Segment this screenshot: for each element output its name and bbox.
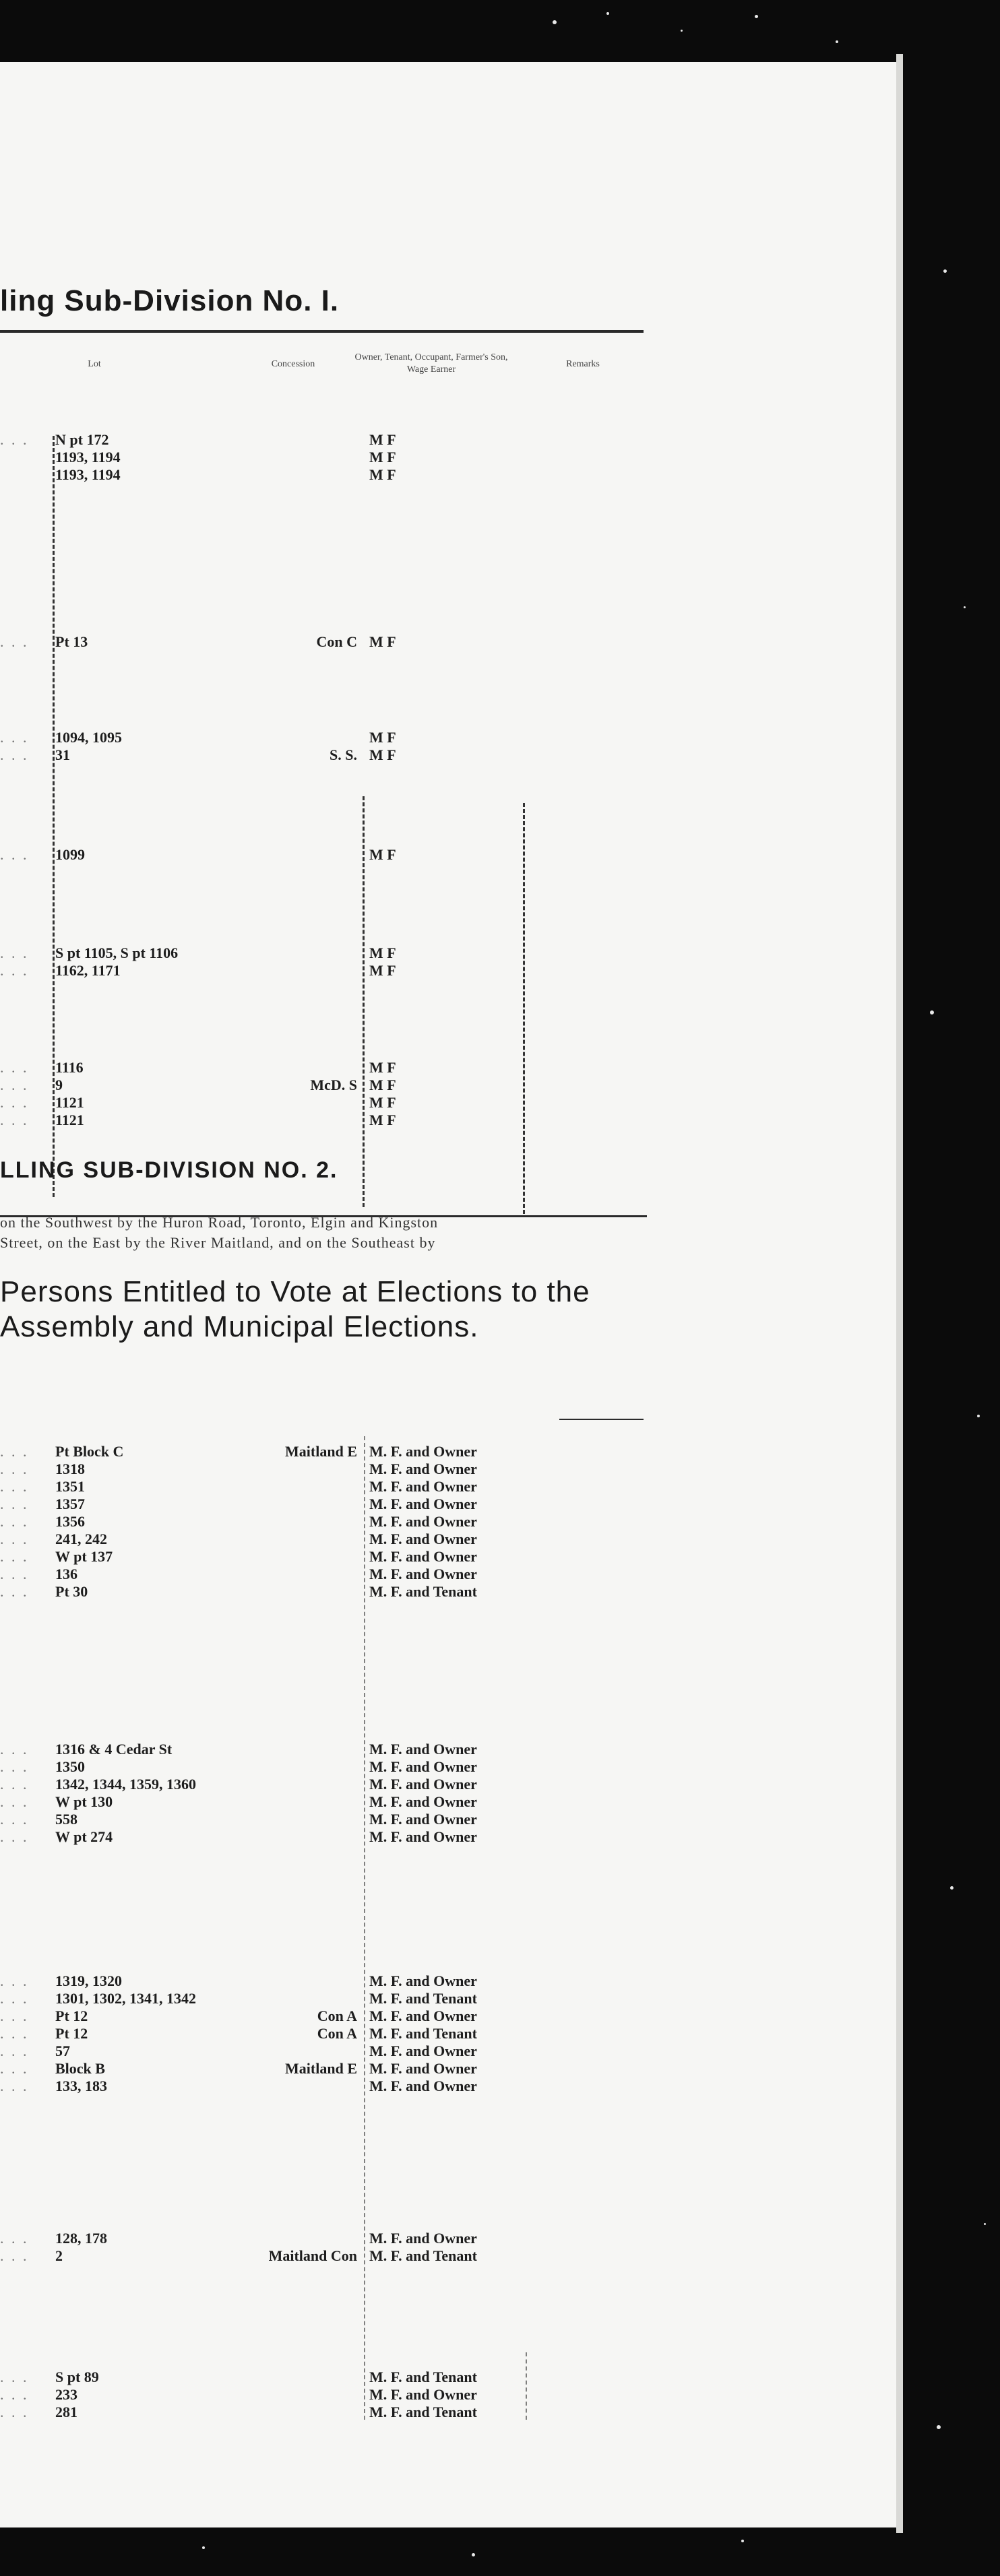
table-row: . . . 1351 M. F. and Owner bbox=[0, 1478, 477, 1495]
lot-cell: 241, 242 bbox=[55, 1531, 107, 1547]
title-rule bbox=[559, 1419, 644, 1420]
lot-cell: W pt 274 bbox=[55, 1828, 113, 1845]
table-row: . . . 1094, 1095 M F bbox=[0, 729, 396, 746]
tenure-cell: M F bbox=[369, 449, 396, 465]
tenure-cell: M. F. and Owner bbox=[369, 1513, 477, 1530]
lot-cell: S pt 1105, S pt 1106 bbox=[55, 944, 179, 961]
tenure-cell: M. F. and Owner bbox=[369, 1566, 477, 1582]
lot-cell: S pt 89 bbox=[55, 2369, 99, 2385]
lot-cell: Pt 13 bbox=[55, 633, 88, 650]
table-row: . . . 1357 M. F. and Owner bbox=[0, 1495, 477, 1512]
heading-rule-1 bbox=[0, 330, 644, 333]
lot-cell: 1099 bbox=[55, 846, 85, 863]
col-header-concession: Concession bbox=[271, 359, 315, 369]
table-row: . . . W pt 137 M. F. and Owner bbox=[0, 1548, 477, 1565]
tenure-cell: M F bbox=[369, 1094, 396, 1111]
tenure-cell: M. F. and Tenant bbox=[369, 2247, 477, 2264]
lot-cell: 1356 bbox=[55, 1513, 85, 1530]
tenure-cell: M F bbox=[369, 431, 396, 448]
concession-cell: Con A bbox=[317, 2025, 357, 2042]
table-row: . . . 233 M. F. and Owner bbox=[0, 2386, 477, 2403]
lot-cell: 9 bbox=[55, 1076, 63, 1093]
lot-cell: W pt 137 bbox=[55, 1548, 113, 1565]
table-row: . . . Pt 12 Con A M. F. and Owner bbox=[0, 2007, 477, 2024]
concession-cell: McD. S bbox=[310, 1076, 357, 1093]
lot-cell: N pt 172 bbox=[55, 431, 109, 448]
tenure-cell: M. F. and Owner bbox=[369, 1811, 477, 1828]
table-row: . . . 241, 242 M. F. and Owner bbox=[0, 1531, 477, 1547]
tenure-cell: M. F. and Owner bbox=[369, 2078, 477, 2094]
tenure-cell: M F bbox=[369, 466, 396, 483]
tenure-cell: M. F. and Owner bbox=[369, 1776, 477, 1793]
table-row: . . . 1099 M F bbox=[0, 846, 396, 863]
table-row: . . . W pt 274 M. F. and Owner bbox=[0, 1828, 477, 1845]
tenure-cell: M F bbox=[369, 1076, 396, 1093]
table-row: . . . 1121 M F bbox=[0, 1112, 396, 1128]
tenure-cell: M F bbox=[369, 1112, 396, 1128]
lot-cell: 281 bbox=[55, 2404, 77, 2420]
division-2-remarks-rule bbox=[526, 2352, 527, 2420]
lot-cell: 1319, 1320 bbox=[55, 1972, 122, 1989]
sub-division-2-heading: LLING SUB-DIVISION NO. 2. bbox=[0, 1157, 338, 1183]
tenure-cell: M. F. and Tenant bbox=[369, 1990, 477, 2007]
tenure-cell: M. F. and Owner bbox=[369, 1828, 477, 1845]
tenure-cell: M. F. and Owner bbox=[369, 2060, 477, 2077]
table-row: . . . 1316 & 4 Cedar St M. F. and Owner bbox=[0, 1741, 477, 1758]
table-row bbox=[0, 466, 644, 485]
table-row: . . . 1301, 1302, 1341, 1342 M. F. and Tenant bbox=[0, 1990, 477, 2007]
table-row: . . . W pt 130 M. F. and Owner bbox=[0, 1793, 477, 1810]
table-row: . . . 1116 M F bbox=[0, 1059, 396, 1076]
tenure-cell: M. F. and Owner bbox=[369, 1531, 477, 1547]
table-row: . . . 1162, 1171 M F bbox=[0, 962, 396, 979]
lot-cell: 57 bbox=[55, 2042, 70, 2059]
document-page bbox=[0, 62, 896, 2527]
table-row bbox=[0, 449, 644, 468]
concession-cell: Maitland E bbox=[285, 2060, 357, 2077]
lot-cell: 1116 bbox=[55, 1059, 84, 1076]
lot-cell: 1316 & 4 Cedar St bbox=[55, 1741, 173, 1758]
lot-cell: 1357 bbox=[55, 1495, 85, 1512]
lot-cell: 1094, 1095 bbox=[55, 729, 122, 746]
lot-cell: 128, 178 bbox=[55, 2230, 107, 2247]
table-row: . . . Pt 13 Con C M F bbox=[0, 633, 396, 650]
lot-cell: 1351 bbox=[55, 1478, 85, 1495]
lot-cell: 2 bbox=[55, 2247, 63, 2264]
table-row: . . . 128, 178 M. F. and Owner bbox=[0, 2230, 477, 2247]
col-header-lot: Lot bbox=[88, 359, 101, 369]
concession-cell: Con A bbox=[317, 2007, 357, 2024]
table-row: . . . N pt 172 M F bbox=[0, 431, 396, 448]
table-row: . . . 1318 M. F. and Owner bbox=[0, 1460, 477, 1477]
table-row: . . . Pt 12 Con A M. F. and Tenant bbox=[0, 2025, 477, 2042]
col-header-tenure: Owner, Tenant, Occupant, Farmer's Son, Wage Earner bbox=[354, 352, 508, 375]
lot-cell: 1193, 1194 bbox=[55, 449, 121, 465]
tenure-cell: M F bbox=[369, 846, 396, 863]
tenure-cell: M. F. and Owner bbox=[369, 2230, 477, 2247]
tenure-cell: M. F. and Owner bbox=[369, 1548, 477, 1565]
voters-list-title bbox=[0, 1275, 590, 1345]
tenure-cell: M. F. and Tenant bbox=[369, 2369, 477, 2385]
tenure-cell: M F bbox=[369, 944, 396, 961]
table-row: . . . 2 Maitland Con M. F. and Tenant bbox=[0, 2247, 477, 2264]
lot-cell: 1162, 1171 bbox=[55, 962, 121, 979]
concession-cell: Maitland Con bbox=[268, 2247, 357, 2264]
table-row: . . . 558 M. F. and Owner bbox=[0, 1811, 477, 1828]
tenure-cell: M. F. and Owner bbox=[369, 2042, 477, 2059]
lot-cell: 233 bbox=[55, 2386, 77, 2403]
table-row: . . . Pt 30 M. F. and Tenant bbox=[0, 1583, 477, 1600]
lot-cell: 558 bbox=[55, 1811, 77, 1828]
lot-cell: Pt 12 bbox=[55, 2025, 88, 2042]
tenure-cell: M F bbox=[369, 962, 396, 979]
lot-cell: 1342, 1344, 1359, 1360 bbox=[55, 1776, 196, 1793]
table-row: . . . Block B Maitland E M. F. and Owner bbox=[0, 2060, 477, 2077]
tenure-cell: M. F. and Owner bbox=[369, 1741, 477, 1758]
lot-cell: 31 bbox=[55, 746, 70, 763]
table-row: . . . 133, 183 M. F. and Owner bbox=[0, 2078, 477, 2094]
tenure-cell: M. F. and Owner bbox=[369, 1443, 477, 1460]
table-row: . . . 9 McD. S M F bbox=[0, 1076, 396, 1093]
tenure-cell: M. F. and Owner bbox=[369, 2386, 477, 2403]
lot-cell: Block B bbox=[55, 2060, 105, 2077]
lot-cell: Pt 30 bbox=[55, 1583, 88, 1600]
col-header-remarks: Remarks bbox=[566, 359, 600, 369]
division-2-tenure-rule bbox=[364, 1436, 365, 2420]
voters-list-title-line-2: Assembly and Municipal Elections. bbox=[0, 1310, 479, 1343]
tenure-cell: M F bbox=[369, 633, 396, 650]
tenure-cell: M. F. and Owner bbox=[369, 1793, 477, 1810]
tenure-cell: M. F. and Tenant bbox=[369, 2404, 477, 2420]
table-row: . . . 1342, 1344, 1359, 1360 M. F. and Owner bbox=[0, 1776, 477, 1793]
table-row: . . . S pt 1105, S pt 1106 M F bbox=[0, 944, 396, 961]
table-row: . . . 1350 M. F. and Owner bbox=[0, 1758, 477, 1775]
lot-cell: 136 bbox=[55, 1566, 77, 1582]
page-edge-strip bbox=[896, 54, 903, 2533]
tenure-cell: M. F. and Owner bbox=[369, 1972, 477, 1989]
lot-cell: 1318 bbox=[55, 1460, 85, 1477]
tenure-cell: M. F. and Owner bbox=[369, 1495, 477, 1512]
tenure-cell: M F bbox=[369, 1059, 396, 1076]
tenure-cell: M. F. and Owner bbox=[369, 2007, 477, 2024]
table-row: . . . 136 M. F. and Owner bbox=[0, 1566, 477, 1582]
tenure-cell: M. F. and Owner bbox=[369, 1460, 477, 1477]
lot-cell: 1121 bbox=[55, 1094, 84, 1111]
lot-cell: Pt Block C bbox=[55, 1443, 124, 1460]
tenure-cell: M. F. and Tenant bbox=[369, 2025, 477, 2042]
table-row: . . . S pt 89 M. F. and Tenant bbox=[0, 2369, 477, 2385]
concession-cell: Con C bbox=[316, 633, 357, 650]
table-row: . . . 281 M. F. and Tenant bbox=[0, 2404, 477, 2420]
boundary-text-1: on the Southwest by the Huron Road, Toronto, Elgin and Kingston bbox=[0, 1214, 439, 1231]
tenure-cell: M F bbox=[369, 746, 396, 763]
lot-cell: 1350 bbox=[55, 1758, 85, 1775]
lot-cell: 133, 183 bbox=[55, 2078, 107, 2094]
tenure-cell: M F bbox=[369, 729, 396, 746]
lot-cell: Pt 12 bbox=[55, 2007, 88, 2024]
table-row: . . . Pt Block C Maitland E M. F. and Owner bbox=[0, 1443, 477, 1460]
concession-cell: Maitland E bbox=[285, 1443, 357, 1460]
lot-cell: 1193, 1194 bbox=[55, 466, 121, 483]
tenure-cell: M. F. and Owner bbox=[369, 1758, 477, 1775]
boundary-text-2: Street, on the East by the River Maitland, and on the Southeast by bbox=[0, 1234, 436, 1251]
table-row: . . . 57 M. F. and Owner bbox=[0, 2042, 477, 2059]
table-row: . . . 31 S. S. M F bbox=[0, 746, 396, 763]
lot-cell: W pt 130 bbox=[55, 1793, 113, 1810]
tenure-cell: M. F. and Owner bbox=[369, 1478, 477, 1495]
table-row: . . . 1121 M F bbox=[0, 1094, 396, 1111]
voters-list-title-line-1: Persons Entitled to Vote at Elections to the bbox=[0, 1275, 590, 1308]
lot-cell: 1121 bbox=[55, 1112, 84, 1128]
table-row: . . . 1356 M. F. and Owner bbox=[0, 1513, 477, 1530]
sub-division-1-heading: ling Sub-Division No. I. bbox=[0, 284, 340, 317]
lot-cell: 1301, 1302, 1341, 1342 bbox=[55, 1990, 196, 2007]
table-row: . . . 1319, 1320 M. F. and Owner bbox=[0, 1972, 477, 1989]
concession-cell: S. S. bbox=[330, 746, 357, 763]
tenure-cell: M. F. and Tenant bbox=[369, 1583, 477, 1600]
